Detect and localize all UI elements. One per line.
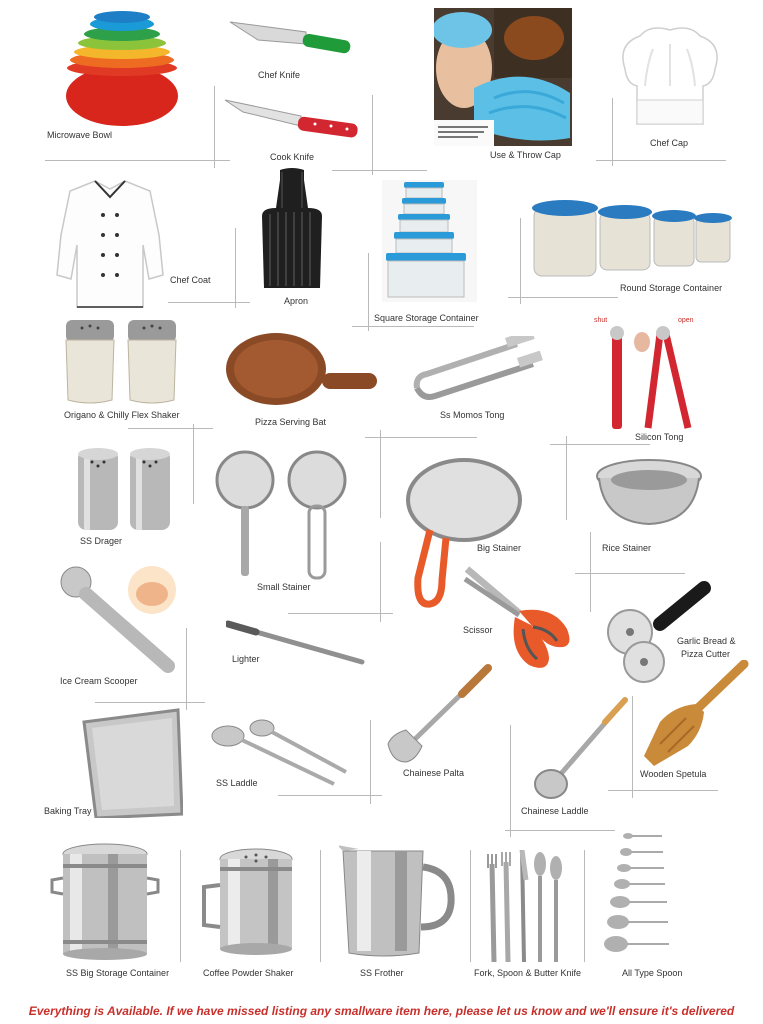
divider-line xyxy=(505,830,615,831)
ss-laddle-label: SS Laddle xyxy=(216,778,258,788)
svg-text:shut: shut xyxy=(594,317,608,324)
divider-line xyxy=(365,437,477,438)
chef-cap-label: Chef Cap xyxy=(650,138,689,148)
ss-big-storage-container-label: SS Big Storage Container xyxy=(66,968,170,978)
baking-tray-image xyxy=(78,708,183,818)
cook-knife-label: Cook Knife xyxy=(270,152,315,162)
divider-line xyxy=(596,160,726,161)
divider-line xyxy=(45,160,230,161)
cutlery-set-image xyxy=(486,850,568,965)
small-stainer-label: Small Stainer xyxy=(257,582,311,592)
divider-line xyxy=(288,613,393,614)
wooden-spetula-label: Wooden Spetula xyxy=(640,769,707,779)
divider-line xyxy=(332,170,427,171)
divider-line xyxy=(510,725,511,837)
pizza-serving-bat-image xyxy=(224,333,379,411)
divider-line xyxy=(520,218,521,304)
footer-note: Everything is Available. If we have missed listing any smallware item here, please let us know and we'll ensure it's delivered xyxy=(28,1004,735,1018)
divider-line xyxy=(380,430,381,518)
divider-line xyxy=(235,228,236,308)
chef-cap-image xyxy=(615,24,725,134)
divider-line xyxy=(584,850,585,962)
big-stainer-label: Big Stainer xyxy=(477,543,522,553)
cutlery-set-label: Fork, Spoon & Butter Knife xyxy=(474,968,582,978)
divider-line xyxy=(590,532,591,612)
small-stainer-image xyxy=(213,448,353,583)
chef-knife-image xyxy=(228,18,353,63)
divider-line xyxy=(575,573,685,574)
rice-stainer-image xyxy=(594,458,704,528)
flex-shaker-label: Origano & Chilly Flex Shaker xyxy=(64,410,180,420)
divider-line xyxy=(470,850,471,962)
ss-drager-label: SS Drager xyxy=(80,536,123,546)
chainese-laddle-image xyxy=(533,696,628,802)
pizza-cutter-label-line2: Pizza Cutter xyxy=(681,649,731,659)
divider-line xyxy=(380,542,381,622)
ice-cream-scooper-label: Ice Cream Scooper xyxy=(60,676,138,686)
silicon-tong-image xyxy=(590,312,705,434)
square-storage-container-label: Square Storage Container xyxy=(374,313,479,323)
round-storage-container-label: Round Storage Container xyxy=(620,283,723,293)
divider-line xyxy=(180,850,181,962)
divider-line xyxy=(550,444,650,445)
divider-line xyxy=(632,696,633,798)
apron-image xyxy=(262,168,322,290)
divider-line xyxy=(612,98,613,166)
ss-frother-label: SS Frother xyxy=(360,968,404,978)
pizza-cutter-label-line1: Garlic Bread & xyxy=(677,636,736,646)
divider-line xyxy=(214,86,215,168)
chainese-palta-image xyxy=(386,664,494,764)
ss-frother-image xyxy=(339,843,457,961)
rice-stainer-label: Rice Stainer xyxy=(602,543,652,553)
divider-line xyxy=(128,428,213,429)
divider-line xyxy=(368,253,369,331)
ss-momos-tong-image xyxy=(413,336,543,404)
divider-line xyxy=(566,436,567,520)
chef-coat-image xyxy=(55,175,165,310)
chainese-laddle-label: Chainese Laddle xyxy=(521,806,589,816)
ice-cream-scooper-image xyxy=(60,562,182,674)
chef-coat-label: Chef Coat xyxy=(170,275,211,285)
baking-tray-label: Baking Tray xyxy=(44,806,92,816)
ss-big-storage-container-image xyxy=(48,840,163,960)
square-storage-container-image xyxy=(382,180,477,302)
divider-line xyxy=(320,850,321,962)
ss-drager-image xyxy=(76,446,174,532)
divider-line xyxy=(370,720,371,804)
lighter-label: Lighter xyxy=(232,654,260,664)
divider-line xyxy=(278,795,382,796)
microwave-bowl-image xyxy=(65,8,180,128)
divider-line xyxy=(168,302,250,303)
divider-line xyxy=(352,326,474,327)
divider-line xyxy=(186,628,187,710)
wooden-spetula-image xyxy=(640,660,750,768)
silicon-tong-label: Silicon Tong xyxy=(635,432,684,442)
ss-momos-tong-label: Ss Momos Tong xyxy=(440,410,505,420)
cook-knife-image xyxy=(223,96,363,146)
all-type-spoon-image xyxy=(594,832,706,954)
coffee-powder-shaker-label: Coffee Powder Shaker xyxy=(203,968,294,978)
chainese-palta-label: Chainese Palta xyxy=(403,768,465,778)
divider-line xyxy=(372,95,373,175)
chef-knife-label: Chef Knife xyxy=(258,70,301,80)
divider-line xyxy=(95,702,205,703)
flex-shaker-image xyxy=(62,318,182,406)
microwave-bowl-label: Microwave Bowl xyxy=(47,130,113,140)
use-throw-cap-image xyxy=(434,8,572,146)
coffee-powder-shaker-image xyxy=(198,845,303,957)
round-storage-container-image xyxy=(530,198,735,278)
scissor-image xyxy=(463,565,575,675)
pizza-serving-bat-label: Pizza Serving Bat xyxy=(255,417,327,427)
divider-line xyxy=(508,297,618,298)
scissor-label: Scissor xyxy=(463,625,493,635)
svg-text:open: open xyxy=(678,317,694,324)
all-type-spoon-label: All Type Spoon xyxy=(622,968,683,978)
divider-line xyxy=(193,424,194,504)
use-throw-cap-label: Use & Throw Cap xyxy=(490,150,561,160)
apron-label: Apron xyxy=(284,296,309,306)
